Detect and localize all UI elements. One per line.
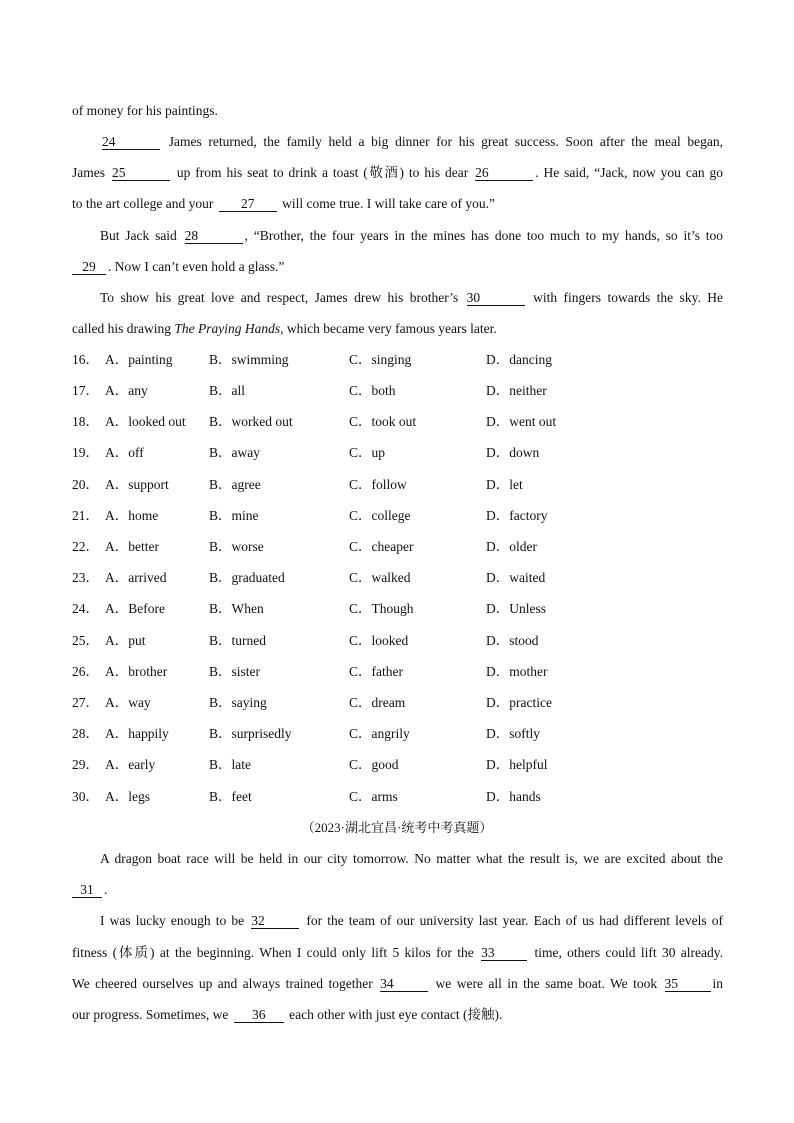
text: to the art college and your [72,196,214,211]
passage2-line-5 [72,975,723,993]
option-d: D．older [486,539,537,554]
passage2-line-6 [72,1006,723,1024]
question-row [72,600,672,618]
option-b: B．turned [209,633,266,648]
blank-26: 26 [475,166,533,181]
source-citation: （2023·湖北宜昌·统考中考真题） [301,820,493,835]
option-c: C．Though [349,601,414,616]
text: with fingers towards the sky. He [533,290,723,305]
text: we were all in the same boat. We took [435,976,658,991]
text: in [712,976,724,991]
option-d: D．dancing [486,352,552,367]
passage2-line-1 [100,850,723,868]
option-b: B．graduated [209,570,285,585]
option-a: A．better [105,539,159,554]
blank-27: 27 [219,197,277,212]
passage2-line-3 [100,912,723,930]
option-d: D．stood [486,633,539,648]
question-number: 29． [72,757,99,772]
option-d: D．helpful [486,757,548,772]
option-c: C．both [349,383,396,398]
option-a: A．arrived [105,570,167,585]
question-row [72,569,672,587]
text: . Now I can’t even hold a glass.” [108,259,285,274]
question-row [72,538,672,556]
option-d: D．Unless [486,601,546,616]
blank-25: 25 [112,166,170,181]
option-a: A．put [105,633,146,648]
question-row [72,725,672,743]
text: But Jack said [100,228,177,243]
option-b: B．swimming [209,352,289,367]
option-c: C．took out [349,414,417,429]
question-number: 27． [72,695,99,710]
question-number: 24． [72,601,99,616]
passage1-line-6 [72,258,723,276]
drawing-title: The Praying Hands [174,321,281,336]
option-c: C．dream [349,695,406,710]
text: called his drawing [72,321,171,336]
question-number: 17． [72,383,99,398]
question-row [72,444,672,462]
option-a: A．any [105,383,148,398]
question-number: 28． [72,726,99,741]
option-a: A．painting [105,352,173,367]
text: up from his seat to drink a toast (敬酒) to his dear [176,165,469,180]
blank-33: 33 [481,946,527,961]
option-b: B．worse [209,539,264,554]
question-number: 16． [72,352,99,367]
option-d: D．waited [486,570,546,585]
option-b: B．away [209,445,260,460]
question-number: 22． [72,539,99,554]
question-number: 23． [72,570,99,585]
option-a: A．way [105,695,151,710]
option-c: C．follow [349,477,407,492]
option-d: D．factory [486,508,548,523]
question-number: 20． [72,477,99,492]
passage1-line-4 [72,195,723,213]
question-number: 30． [72,789,99,804]
blank-36: 36 [234,1008,284,1023]
option-b: B．sister [209,664,261,679]
text: fitness (体质) at the beginning. When I could only lift 5 kilos for the [72,945,474,960]
question-row [72,663,672,681]
option-b: B．late [209,757,251,772]
option-b: B．agree [209,477,261,492]
text: A dragon boat race will be held in our city tomorrow. No matter what the result is, we are excited about the [100,851,723,866]
option-a: A．Before [105,601,165,616]
option-d: D．hands [486,789,541,804]
option-c: C．cheaper [349,539,414,554]
question-row [72,694,672,712]
question-number: 26． [72,664,99,679]
blank-24: 24 [102,135,160,150]
option-d: D．mother [486,664,548,679]
blank-34: 34 [380,977,428,992]
option-a: A．early [105,757,156,772]
question-row [72,632,672,650]
text: James [72,165,105,180]
option-c: C．father [349,664,403,679]
blank-28: 28 [185,229,243,244]
text: , which became very famous years later. [280,321,497,336]
question-row [72,507,672,525]
blank-31: 31 [72,883,102,898]
option-b: B．When [209,601,264,616]
question-row [72,756,672,774]
text: , “Brother, the four years in the mines has done too much to my hands, so it’s too [244,228,723,243]
option-a: A．looked out [105,414,186,429]
text: James returned, the family held a big dinner for his great success. Soon after the meal began, [168,134,723,149]
option-b: B．all [209,383,245,398]
question-row [72,788,672,806]
passage1-line-5 [100,227,723,245]
option-c: C．arms [349,789,398,804]
passage2-line-4 [72,944,723,962]
question-number: 21． [72,508,99,523]
option-b: B．worked out [209,414,293,429]
option-c: C．singing [349,352,412,367]
question-row [72,351,672,369]
passage1-line-1 [72,102,723,120]
option-c: C．up [349,445,386,460]
passage2-line-2 [72,881,723,899]
passage1-line-2 [100,133,723,151]
option-b: B．mine [209,508,259,523]
question-row [72,382,672,400]
question-number: 18． [72,414,99,429]
text: for the team of our university last year. Each of us had different levels of [306,913,724,928]
passage1-line-8 [72,320,723,338]
option-a: A．home [105,508,159,523]
option-d: D．neither [486,383,547,398]
option-a: A．happily [105,726,169,741]
option-c: C．good [349,757,399,772]
blank-35: 35 [665,977,711,992]
question-row [72,413,672,431]
option-d: D．went out [486,414,557,429]
text: will come true. I will take care of you.” [282,196,495,211]
option-b: B．saying [209,695,267,710]
option-c: C．looked [349,633,409,648]
passage1-line-7 [100,289,723,307]
blank-30: 30 [467,291,525,306]
question-number: 19． [72,445,99,460]
option-a: A．legs [105,789,150,804]
blank-29: 29 [72,260,106,275]
blank-32: 32 [251,914,299,929]
option-b: B．surprisedly [209,726,292,741]
option-a: A．support [105,477,169,492]
text: I was lucky enough to be [100,913,245,928]
option-d: D．practice [486,695,552,710]
text: To show his great love and respect, James drew his brother’s [100,290,459,305]
text: We cheered ourselves up and always trained together [72,976,373,991]
option-c: C．angrily [349,726,410,741]
text: our progress. Sometimes, we [72,1007,229,1022]
text: each other with just eye contact (接触). [289,1007,503,1022]
option-b: B．feet [209,789,252,804]
option-d: D．softly [486,726,540,741]
question-number: 25． [72,633,99,648]
option-d: D．let [486,477,523,492]
option-a: A．brother [105,664,168,679]
option-a: A．off [105,445,144,460]
text: of money for his paintings. [72,103,218,118]
option-c: C．college [349,508,411,523]
text: . [104,882,108,897]
question-row [72,476,672,494]
option-d: D．down [486,445,540,460]
text: time, others could lift 30 already. [534,945,724,960]
option-c: C．walked [349,570,411,585]
text: . He said, “Jack, now you can go [535,165,724,180]
passage1-line-3 [72,164,723,182]
